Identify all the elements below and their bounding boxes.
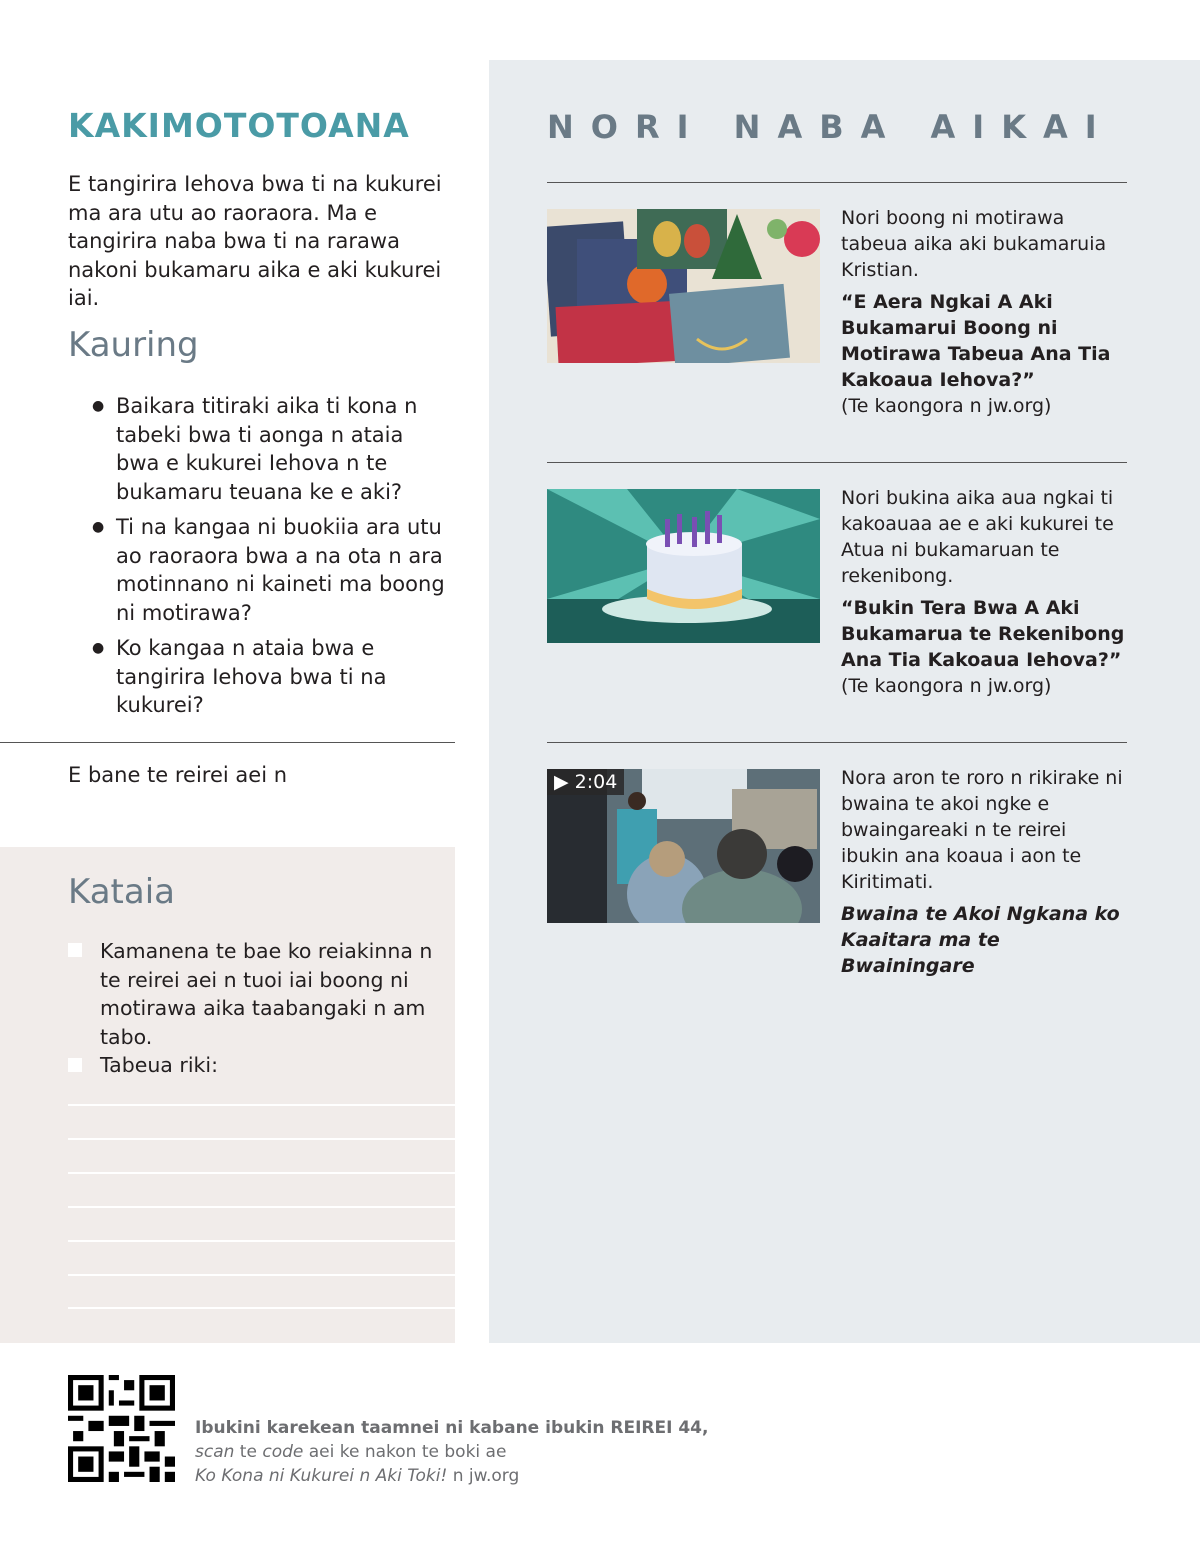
item-source: (Te kaongora n jw.org) xyxy=(841,395,1052,417)
footer-text: scan xyxy=(195,1442,235,1462)
reading-item xyxy=(841,485,1126,699)
review-questions xyxy=(92,392,452,727)
goal-heading: Kataia xyxy=(68,872,175,912)
birthday-image[interactable] xyxy=(547,489,820,643)
item-description: Nora aron te roro n rikirake ni bwaina te akoi ngke e bwaingareaki n te reirei ibukin ana koaua i aon te Kiritimati. xyxy=(841,767,1123,893)
video-link[interactable]: Bwaina te Akoi Ngkana ko Kaaitara ma te Bwainingare xyxy=(841,903,1120,977)
video-duration-badge: ▶ 2:04 xyxy=(547,769,624,795)
holidays-image[interactable] xyxy=(547,209,820,363)
writing-line[interactable] xyxy=(68,1138,455,1140)
writing-line[interactable] xyxy=(68,1307,455,1309)
checklist-item: Kamanena te bae ko reiakinna n te reirei aei n tuoi iai boong ni motirawa aika taabangaki n am tabo. xyxy=(100,939,433,1049)
divider xyxy=(547,182,1127,183)
checkbox[interactable] xyxy=(68,1058,82,1072)
writing-line[interactable] xyxy=(68,1104,455,1106)
writing-line[interactable] xyxy=(68,1240,455,1242)
writing-line[interactable] xyxy=(68,1206,455,1208)
checkbox[interactable] xyxy=(68,943,82,957)
article-link[interactable]: “E Aera Ngkai A Aki Bukamarui Boong ni Motirawa Tabeua Ana Tia Kakoaua Iehova?” xyxy=(841,291,1111,391)
divider xyxy=(547,462,1127,463)
reading-item xyxy=(841,765,1126,979)
article-link[interactable]: “Bukin Tera Bwa A Aki Bukamarua te Rekenibong Ana Tia Kakoaua Iehova?” xyxy=(841,597,1125,671)
intro-text: E tangirira Iehova bwa ti na kukurei ma ara utu ao raoraora. Ma e tangirira naba bwa ti na rarawa nakoni bukamaru aika e aki kukurei iai. xyxy=(68,172,442,310)
holiday-cards-illustration xyxy=(547,209,820,363)
page-title: KAKIMOTOTOANA xyxy=(68,106,410,145)
writing-line[interactable] xyxy=(68,1172,455,1174)
footer-text: n jw.org xyxy=(447,1466,520,1486)
divider xyxy=(547,742,1127,743)
further-reading-title: NORI NABA AIKAI xyxy=(547,108,1114,146)
item-source: (Te kaongora n jw.org) xyxy=(841,675,1052,697)
divider xyxy=(0,742,455,743)
footer-line: Ibukini karekean taamnei ni kabane ibukin REIREI 44, xyxy=(195,1418,709,1438)
reading-item xyxy=(841,205,1126,419)
footer-text: code xyxy=(262,1442,304,1462)
checklist-item: Tabeua riki: xyxy=(100,1053,218,1077)
question-item: ● Baikara titiraki aika ti kona n tabeki bwa ti aonga n ataia bwa e kukurei Iehova n te bukamaru teuana ke e aki? xyxy=(92,392,452,506)
item-description: Nori bukina aika aua ngkai ti kakoauaa ae e aki kukurei te Atua ni bukamaruan te rekenibong. xyxy=(841,487,1114,587)
question-item: ● Ko kangaa n ataia bwa e tangirira Iehova bwa ti na kukurei? xyxy=(92,634,452,720)
review-heading: Kauring xyxy=(68,325,199,365)
footer-note xyxy=(195,1416,708,1488)
qr-code[interactable] xyxy=(68,1375,175,1482)
book-title[interactable]: Ko Kona ni Kukurei n Aki Toki! xyxy=(195,1466,448,1486)
footer-text: aei ke nakon te boki ae xyxy=(303,1442,507,1462)
birthday-cake-illustration xyxy=(547,489,820,643)
item-description: Nori boong ni motirawa tabeua aika aki bukamaruia Kristian. xyxy=(841,207,1107,281)
completion-note: E bane te reirei aei n xyxy=(68,763,288,787)
writing-line[interactable] xyxy=(68,1274,455,1276)
video-thumbnail[interactable] xyxy=(547,769,820,923)
footer-text: te xyxy=(234,1442,263,1462)
goal-box xyxy=(0,847,455,1343)
question-item: ● Ti na kangaa ni buokiia ara utu ao raoraora bwa a na ota n ara motinnano ni kaineti ma boong ni motirawa? xyxy=(92,513,452,627)
